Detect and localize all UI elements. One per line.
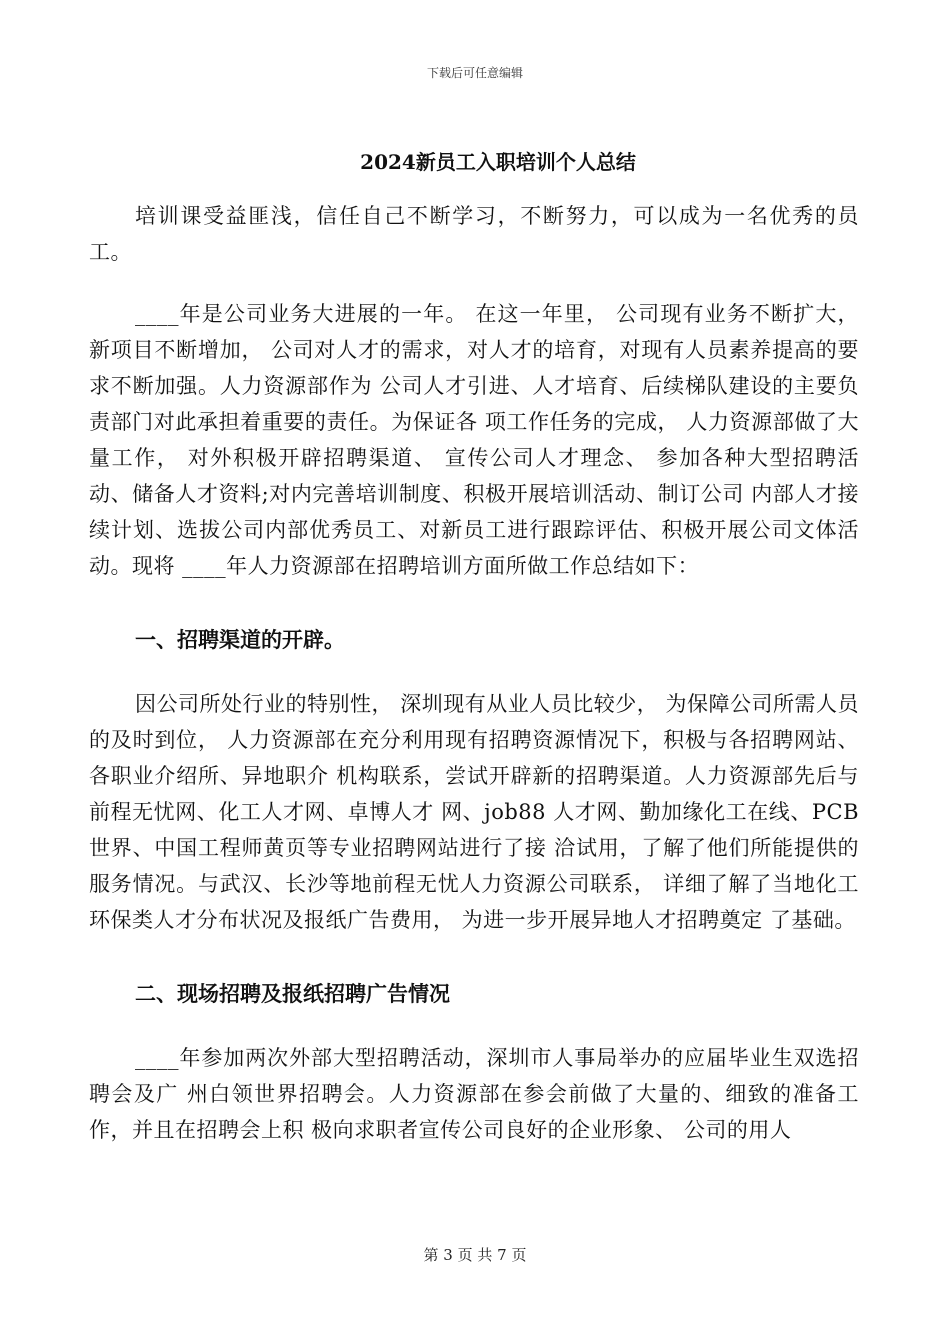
paragraph-overview: ____年是公司业务大进展的一年。 在这一年里， 公司现有业务不断扩大， 新项目不断增加， 公司对人才的需求，对人才的培育，对现有人员素养提高的要求不断加强。人力资源部作为 公司人才引进、人才培育、后续梯队建设的主要负责部门对此承担着重要的责任。为保证各 项工作任务的完成， 人力资源部做了大量工作， 对外积极开辟招聘渠道、 宣传公司人才理念、 参加各种大型招聘活动、储备人才资料;对内完善培训制度、积极开展培训活动、制订公司 内部人才接续计划、选拔公司内部优秀员工、对新员工进行跟踪评估、积极开展公司文体活 动。现将 ____年人力资源部在招聘培训方面所做工作总结如下： xyxy=(89,302,859,578)
paragraph-intro: 培训课受益匪浅，信任自己不断学习，不断努力，可以成为一名优秀的员工。 xyxy=(89,204,859,264)
paragraph-recruitment-channels: 因公司所处行业的特别性， 深圳现有从业人员比较少， 为保障公司所需人员的及时到位， 人力资源部在充分利用现有招聘资源情况下，积极与各招聘网站、各职业介绍所、异地职介 机构联系，尝试开辟新的招聘渠道。人力资源部先后与前程无忧网、化工人才网、卓博人才 网、job88 人才网、勤加缘化工在线、PCB 世界、中国工程师黄页等专业招聘网站进行了接 洽试用，了解了他们所能提供的服务情况。与武汉、长沙等地前程无忧人力资源公司联系， 详细了解了当地化工环保类人才分布状况及报纸广告费用， 为进一步开展异地人才招聘奠定 了基础。 xyxy=(89,692,859,932)
section-heading-onsite-recruitment: 二、现场招聘及报纸招聘广告情况 xyxy=(135,981,450,1006)
page-number: 第 3 页 共 7 页 xyxy=(423,1246,527,1264)
document-body xyxy=(89,198,859,1148)
paragraph-onsite-recruitment: ____年参加两次外部大型招聘活动，深圳市人事局举办的应届毕业生双选招聘会及广 州白领世界招聘会。人力资源部在参会前做了大量的、细致的准备工作，并且在招聘会上积 极向求职者宣传公司良好的企业形象、 公司的用人 xyxy=(89,1046,859,1142)
document-title: 2024新员工入职培训个人总结 xyxy=(360,150,636,174)
header-note: 下载后可任意编辑 xyxy=(426,66,523,80)
section-heading-recruitment-channels: 一、招聘渠道的开辟。 xyxy=(135,627,345,652)
